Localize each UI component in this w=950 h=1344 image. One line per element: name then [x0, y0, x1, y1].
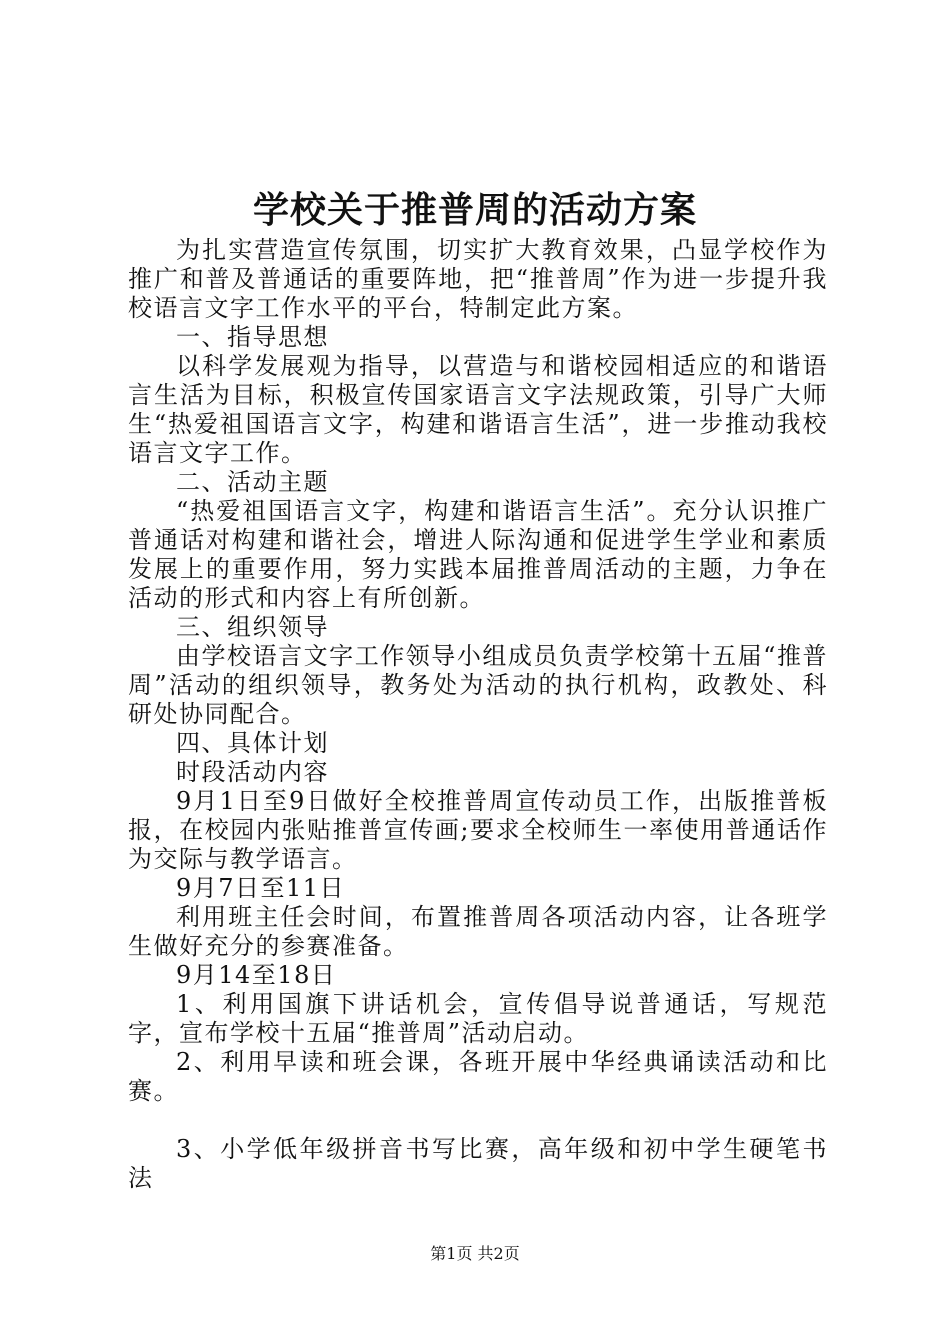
plan-item-sep-1-9: 9月1日至9日做好全校推普周宣传动员工作，出版推普板报，在校园内张贴推普宣传画;要求全校师生一率使用普通话作为交际与教学语言。 — [128, 787, 828, 873]
document-body — [128, 236, 828, 1193]
page-number-footer: 第1页 共2页 — [430, 1244, 520, 1263]
organization-paragraph: 由学校语言文字工作领导小组成员负责学校第十五届“推普周”活动的组织领导，教务处为活动的执行机构，政教处、科研处协同配合。 — [128, 642, 828, 728]
plan-table-header: 时段活动内容 — [176, 758, 329, 786]
section-heading-activity-theme: 二、活动主题 — [176, 468, 329, 496]
intro-paragraph: 为扎实营造宣传氛围，切实扩大教育效果，凸显学校作为推广和普及普通话的重要阵地，把“推普周”作为进一步提升我校语言文字工作水平的平台，特制定此方案。 — [128, 236, 828, 322]
plan-period-sep-14-18: 9月14至18日 — [176, 961, 337, 989]
plan-item-3: 3、小学低年级拼音书写比赛，高年级和初中学生硬笔书法 — [128, 1135, 828, 1192]
plan-item-sep-7-11: 利用班主任会时间，布置推普周各项活动内容，让各班学生做好充分的参赛准备。 — [128, 903, 828, 960]
section-heading-organization: 三、组织领导 — [176, 613, 329, 641]
plan-period-sep-7-11: 9月7日至11日 — [176, 874, 346, 902]
guiding-ideology-paragraph: 以科学发展观为指导，以营造与和谐校园相适应的和谐语言生活为目标，积极宣传国家语言文字法规政策，引导广大师生“热爱祖国语言文字，构建和谐语言生活”，进一步推动我校语言文字工作。 — [128, 352, 828, 467]
plan-item-1: 1、利用国旗下讲话机会，宣传倡导说普通话，写规范字，宣布学校十五届“推普周”活动启动。 — [128, 990, 828, 1047]
section-heading-guiding-ideology: 一、指导思想 — [176, 323, 329, 351]
activity-theme-paragraph: “热爱祖国语言文字，构建和谐语言生活”。充分认识推广普通话对构建和谐社会，增进人际沟通和促进学生学业和素质发展上的重要作用，努力实践本届推普周活动的主题，力争在活动的形式和内容上有所创新。 — [128, 497, 828, 612]
section-heading-plan: 四、具体计划 — [176, 729, 329, 757]
plan-item-2: 2、利用早读和班会课，各班开展中华经典诵读活动和比赛。 — [128, 1048, 828, 1105]
document-title: 学校关于推普周的活动方案 — [252, 189, 697, 231]
